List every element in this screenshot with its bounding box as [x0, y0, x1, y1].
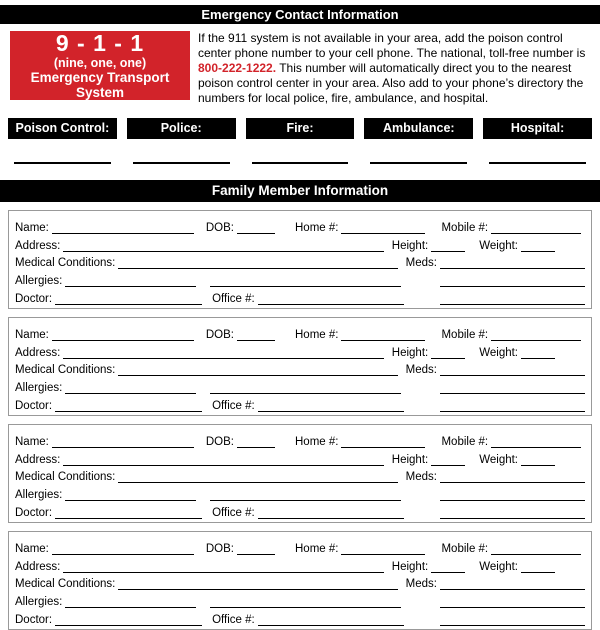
- name-blank-line: [52, 543, 194, 555]
- medical-conditions-blank-line: [118, 364, 397, 376]
- name-label: Name:: [15, 542, 49, 555]
- allergies-label: Allergies:: [15, 596, 63, 609]
- section-header-family-member: Family Member Information: [0, 180, 600, 202]
- family-member-block: [8, 424, 592, 523]
- mobile-phone-blank-line: [491, 329, 581, 341]
- weight-blank-line: [521, 240, 555, 252]
- office-phone-blank-line: [258, 400, 404, 412]
- doctor-blank-line: [55, 400, 202, 412]
- member-row-name: [15, 323, 585, 341]
- meds-blank-line: [440, 578, 585, 590]
- height-label: Height:: [391, 239, 429, 252]
- home-phone-blank-line: [341, 222, 425, 234]
- office-phone-label: Office #:: [212, 506, 255, 519]
- member-row-medical: [15, 252, 585, 270]
- police-blank-line: [133, 160, 230, 164]
- dob-label: DOB:: [205, 221, 234, 234]
- address-blank-line: [63, 347, 383, 359]
- member-row-medical: [15, 359, 585, 377]
- member-row-name: [15, 537, 585, 555]
- meds-label: Meds:: [405, 257, 437, 270]
- name-blank-line: [52, 329, 194, 341]
- member-row-allergies: [15, 590, 585, 608]
- allergies-label: Allergies:: [15, 382, 63, 395]
- weight-label: Weight:: [479, 239, 518, 252]
- dob-label: DOB:: [205, 542, 234, 555]
- meds-label: Meds:: [405, 471, 437, 484]
- doctor-blank-line: [55, 293, 202, 305]
- allergies-blank-line: [65, 275, 196, 287]
- contact-label-police: Police:: [127, 118, 236, 139]
- office-phone-label: Office #:: [212, 399, 255, 412]
- member-row-medical: [15, 466, 585, 484]
- allergies-label: Allergies:: [15, 275, 63, 288]
- contact-label-poison-control: Poison Control:: [8, 118, 117, 139]
- doctor-label: Doctor:: [15, 506, 53, 519]
- dob-blank-line: [237, 329, 275, 341]
- dob-blank-line: [237, 543, 275, 555]
- meds-blank-line: [440, 471, 585, 483]
- address-label: Address:: [15, 346, 61, 359]
- dob-blank-line: [237, 436, 275, 448]
- member-row-address: [15, 341, 585, 359]
- family-member-block: [8, 531, 592, 630]
- medical-conditions-label: Medical Conditions:: [15, 578, 116, 591]
- member-row-allergies: [15, 483, 585, 501]
- section-header-emergency-contact: Emergency Contact Information: [0, 5, 600, 24]
- office-phone-label: Office #:: [212, 613, 255, 626]
- doctor-label: Doctor:: [15, 292, 53, 305]
- address-blank-line: [63, 454, 383, 466]
- address-label: Address:: [15, 239, 61, 252]
- mobile-phone-blank-line: [491, 222, 581, 234]
- member-row-allergies: [15, 269, 585, 287]
- family-member-block: [8, 317, 592, 416]
- emergency-contact-labels-row: [8, 118, 592, 139]
- member-row-address: [15, 555, 585, 573]
- home-phone-label: Home #:: [295, 328, 339, 341]
- 911-number: 9 - 1 - 1: [55, 30, 145, 56]
- member-row-doctor: [15, 608, 585, 626]
- weight-label: Weight:: [479, 346, 518, 359]
- meds-blank-line: [440, 364, 585, 376]
- mobile-phone-label: Mobile #:: [441, 328, 489, 341]
- meds-continuation-line-1: [440, 489, 585, 501]
- home-phone-label: Home #:: [295, 435, 339, 448]
- address-label: Address:: [15, 560, 61, 573]
- allergies-continuation-line: [210, 489, 401, 501]
- name-label: Name:: [15, 328, 49, 341]
- member-row-allergies: [15, 376, 585, 394]
- 911-callout-box: [10, 31, 190, 100]
- home-phone-label: Home #:: [295, 542, 339, 555]
- family-member-block: [8, 210, 592, 309]
- weight-blank-line: [521, 561, 555, 573]
- allergies-blank-line: [65, 489, 196, 501]
- meds-label: Meds:: [405, 364, 437, 377]
- meds-continuation-line-2: [440, 507, 585, 519]
- 911-caption: Emergency Transport System: [30, 70, 170, 100]
- office-phone-blank-line: [258, 507, 404, 519]
- home-phone-label: Home #:: [295, 221, 339, 234]
- ambulance-blank-line: [370, 160, 467, 164]
- member-row-doctor: [15, 287, 585, 305]
- medical-conditions-label: Medical Conditions:: [15, 471, 116, 484]
- 911-phonetic: (nine, one, one): [53, 56, 147, 70]
- address-label: Address:: [15, 453, 61, 466]
- doctor-blank-line: [55, 614, 202, 626]
- poison-control-phone-number: 800-222-1222.: [198, 61, 277, 75]
- dob-blank-line: [237, 222, 275, 234]
- contact-label-ambulance: Ambulance:: [364, 118, 473, 139]
- allergies-continuation-line: [210, 275, 401, 287]
- weight-blank-line: [521, 454, 555, 466]
- meds-continuation-line-2: [440, 614, 585, 626]
- doctor-label: Doctor:: [15, 399, 53, 412]
- allergies-continuation-line: [210, 596, 401, 608]
- member-row-doctor: [15, 501, 585, 519]
- poison-control-blank-line: [14, 160, 111, 164]
- home-phone-blank-line: [341, 329, 425, 341]
- name-label: Name:: [15, 435, 49, 448]
- member-row-name: [15, 430, 585, 448]
- name-blank-line: [52, 436, 194, 448]
- home-phone-blank-line: [341, 436, 425, 448]
- mobile-phone-label: Mobile #:: [441, 542, 489, 555]
- medical-conditions-blank-line: [118, 471, 397, 483]
- name-label: Name:: [15, 221, 49, 234]
- medical-conditions-label: Medical Conditions:: [15, 364, 116, 377]
- meds-continuation-line-1: [440, 382, 585, 394]
- allergies-continuation-line: [210, 382, 401, 394]
- poison-control-instructions: [198, 31, 590, 106]
- doctor-label: Doctor:: [15, 613, 53, 626]
- allergies-label: Allergies:: [15, 489, 63, 502]
- office-phone-blank-line: [258, 614, 404, 626]
- doctor-blank-line: [55, 507, 202, 519]
- height-blank-line: [431, 454, 465, 466]
- mobile-phone-label: Mobile #:: [441, 435, 489, 448]
- home-phone-blank-line: [341, 543, 425, 555]
- hospital-blank-line: [489, 160, 586, 164]
- member-row-address: [15, 448, 585, 466]
- meds-continuation-line-1: [440, 275, 585, 287]
- member-row-doctor: [15, 394, 585, 412]
- height-label: Height:: [391, 346, 429, 359]
- member-row-address: [15, 234, 585, 252]
- emergency-form-page: [0, 5, 600, 630]
- emergency-info-row: [10, 31, 590, 106]
- member-row-name: [15, 216, 585, 234]
- meds-continuation-line-2: [440, 400, 585, 412]
- fire-blank-line: [252, 160, 349, 164]
- mobile-phone-label: Mobile #:: [441, 221, 489, 234]
- office-phone-label: Office #:: [212, 292, 255, 305]
- allergies-blank-line: [65, 382, 196, 394]
- contact-label-fire: Fire:: [246, 118, 355, 139]
- emergency-contact-blanks-row: [8, 160, 592, 164]
- meds-label: Meds:: [405, 578, 437, 591]
- name-blank-line: [52, 222, 194, 234]
- mobile-phone-blank-line: [491, 543, 581, 555]
- meds-blank-line: [440, 257, 585, 269]
- member-row-medical: [15, 573, 585, 591]
- medical-conditions-blank-line: [118, 257, 397, 269]
- allergies-blank-line: [65, 596, 196, 608]
- address-blank-line: [63, 240, 383, 252]
- weight-blank-line: [521, 347, 555, 359]
- height-blank-line: [431, 347, 465, 359]
- meds-continuation-line-1: [440, 596, 585, 608]
- height-label: Height:: [391, 453, 429, 466]
- medical-conditions-label: Medical Conditions:: [15, 257, 116, 270]
- dob-label: DOB:: [205, 435, 234, 448]
- mobile-phone-blank-line: [491, 436, 581, 448]
- meds-continuation-line-2: [440, 293, 585, 305]
- address-blank-line: [63, 561, 383, 573]
- instructions-text-before: If the 911 system is not available in your area, add the poison control center phone number to your cell phone. The national, toll-free number is: [198, 31, 586, 60]
- weight-label: Weight:: [479, 453, 518, 466]
- height-label: Height:: [391, 560, 429, 573]
- medical-conditions-blank-line: [118, 578, 397, 590]
- height-blank-line: [431, 561, 465, 573]
- instructions-text-after: This number will automatically direct you to the nearest poison control center in your area. Also add to your phone’s directory the numbers for local police, fire, ambulance, and hospital.: [198, 61, 584, 105]
- height-blank-line: [431, 240, 465, 252]
- weight-label: Weight:: [479, 560, 518, 573]
- contact-label-hospital: Hospital:: [483, 118, 592, 139]
- office-phone-blank-line: [258, 293, 404, 305]
- family-member-blocks: [0, 210, 600, 630]
- dob-label: DOB:: [205, 328, 234, 341]
